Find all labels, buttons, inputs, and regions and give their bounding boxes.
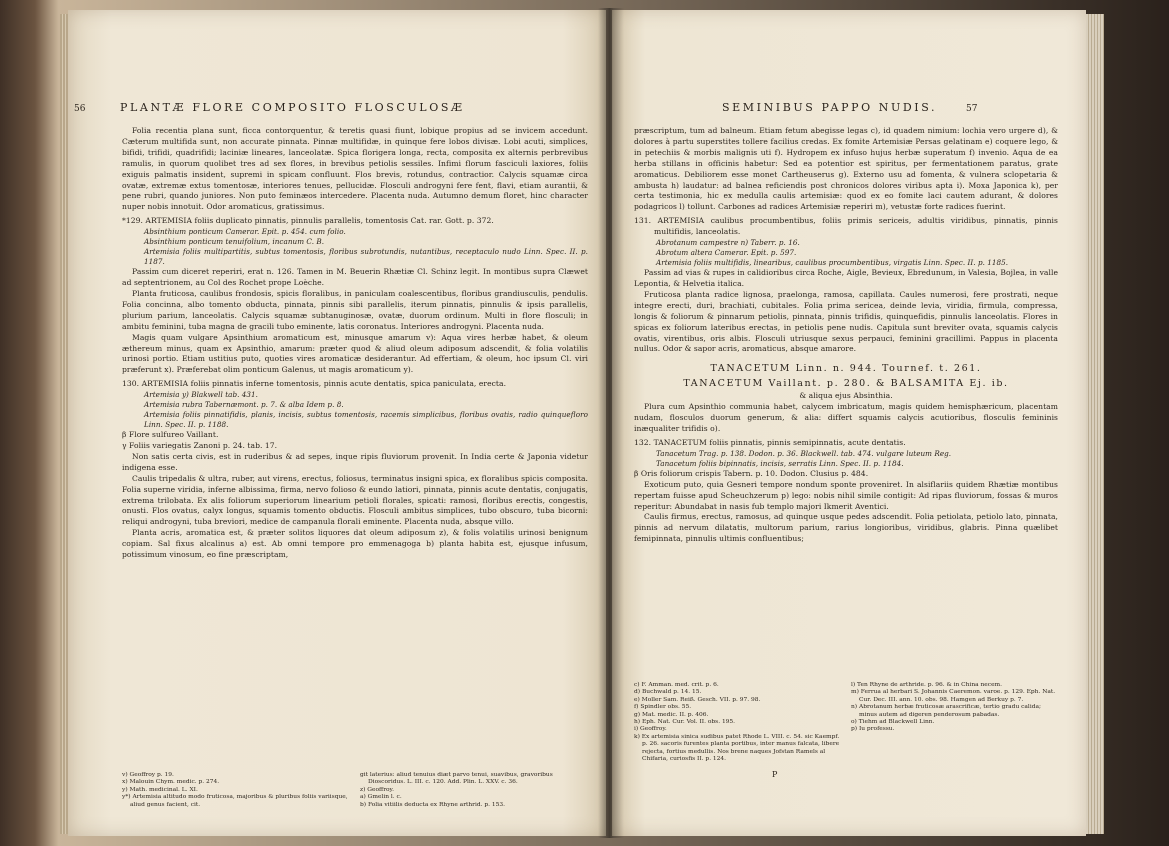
paragraph: Caulis firmus, erectus, ramosus, ad quinque usque pedes adscendit. Folia petiolata, petiolo lato, pinnata, pinnis ad nervum dilatatis, multorum parium, rarius longioribus, viridibus, glabris. Pinna quælibet femipinnata, pinnulis ultimis confluentibus;	[634, 512, 1058, 544]
footnote: k) Ex artemisia sinica sudibus patet Rhode L. VIII. c. 54. sic Kaempf. p. 26. sacoris furentes planta portibus, inter manus falcata, libere rejecta, fortius medullis. Nos brene naques Jofstan Ramels al Chifaria, curiosfis II. p. 124.	[634, 733, 840, 763]
footnote: m) Ferrua al herbari S. Johannis Caeremon. varoe. p. 129. Eph. Nat. Cur. Dec. III. ann. 10. obs. 98. Hamgen ad Berkuy p. 7.	[851, 689, 1056, 703]
synonym: Absinthium ponticum tenuifolium, incanum C. B.	[144, 237, 325, 247]
synonym: Artemisia rubra Tabernæmont. p. 7. & alba Idem p. 8.	[144, 400, 344, 410]
left-body	[122, 126, 588, 561]
paragraph: Passim ad vias & rupes in calidioribus circa Roche, Aigle, Bevieux, Ebredunum, in Valesia, Bojlea, in valle Lepontia, & Helvetia italica.	[634, 268, 1058, 288]
synonym: Tanacetum foliis bipinnatis, incisis, serratis Linn. Spec. II. p. 1184.	[656, 458, 904, 468]
paragraph: Fruticosa planta radice lignosa, praelonga, ramosa, capillata. Caules numerosi, fere prostrati, neque integre erecti, duri, brachiati, cubitales. Folia prima sericea, deinde levia, viridia, firmula, compressa, longis & foliorum & pinnarum petiolis, pinnata, pinnis trifidis, quinquefidis, pinnulis lanceolatis. Flores in spicas ex foliorum lateribus erectas, in petiolis pene nudis. Capitula sunt breviter ovata, squamis calycis ovatis, virentibus, oris albis. Flosculi utriusque sexus perpauci, feminini gracillimi. Pappus in placenta nullus. Odor & sapor acris, aromaticus, absque amarore.	[634, 289, 1058, 354]
paragraph: Plura cum Apsinthio communia habet, calycem imbricatum, magis quidem hemisphæricum, placentam nudam, flosculos duorum generum, & alia: differt squamis calycis acutioribus, flosculis femininis inæqualiter trifidis o).	[634, 402, 1058, 434]
genus-subheading: & aliqua ejus Absinthia.	[799, 391, 893, 401]
footnote: a) Gmelin l. c.	[360, 794, 402, 801]
species-heading: 131. ARTEMISIA caulibus procumbentibus, foliis primis sericeis, adultis viridibus, pinnatis, pinnis multifidis, lanceolatis.	[634, 216, 1058, 237]
footnote: h) Eph. Nat. Cur. Vol. II. obs. 195.	[634, 719, 736, 726]
footnote: f) Spindler obs. 55.	[634, 704, 692, 711]
genus-heading: TANACETUM Vaillant. p. 280. & BALSAMITA Ej. ib.	[683, 378, 1009, 390]
left-page-number: 56	[74, 104, 86, 114]
catchword: P	[772, 770, 778, 779]
paragraph: Passim cum diceret reperiri, erat n. 126. Tamen in M. Beuerin Rhætiæ Cl. Schinz legit. In montibus supra Clæwet ad septentrionem, au Col des Rochet prope Loèche.	[122, 267, 588, 288]
right-footnotes	[634, 682, 1058, 763]
synonym: Artemisia foliis multipartitis, subtus tomentosis, floribus subrotundis, nutantibus, receptaculo nudo Linn. Spec. II. p. 1187.	[144, 247, 588, 267]
footnote: p) Iu professu.	[851, 726, 895, 733]
footnote: o) Tiehm ad Blackwell Linn.	[851, 719, 935, 726]
footnote: g) Mat. medic. II. p. 406.	[634, 711, 709, 718]
variety: β Flore sulfureo Vaillant.	[122, 430, 219, 440]
right-body	[634, 126, 1058, 545]
synonym: Artemisia foliis pinnatifidis, planis, incisis, subtus tomentosis, racemis simplicibus, floribus ovatis, radio quinquefloro Linn. Spec. II. p. 1188.	[144, 410, 588, 430]
paragraph: Caulis tripedalis & ultra, ruber, aut virens, erectus, foliosus, terminatus insigni spica, ex floralibus spicis composita. Folia superne viridia, inferne albissima, firma, nervo folioso & eundo latiori, pinnata, pinnis acute dentatis, conjugatis, extrema trilobata. Ex alis foliorum superiorum linearium petioli florales, spicati: ramosi, floribus erectis, congestis, onusti. Flos ovatus, calyx longus, squamis tomento obductis. Flosculi ambitus simplices, tubo obscuro, tuba bicorni: reliqui androgyni, tuba breviori, medice de campanula florali eminente. Placenta nuda, absque villo.	[122, 473, 588, 527]
synonym: Tanacetum Trag. p. 138. Dodon. p. 36. Blackwell. tab. 474. vulgare luteum Reg.	[656, 448, 952, 458]
synonym: Artemisia foliis multifidis, linearibus, caulibus procumbentibus, virgatis Linn. Spec. II. p. 1185.	[656, 258, 1009, 268]
right-page-edges	[1086, 14, 1104, 834]
footnote: l) Ten Rhyne de arthride. p. 96. & in China necem.	[851, 682, 1003, 688]
footnote: y*) Artemisia altitudo modo fruticosa, majoribus & pluribus foliis variisque, aliud genus facient, cit.	[122, 794, 348, 808]
paragraph: præscriptum, tum ad balneum. Etiam fetum abegisse legas c), id quadem nimium: lochia vero urgere d), & dolores à partu superstites tollere facilius credas. Ex fomite Artemisiæ Persas gelatinam e) coquere lego, & in petechiis & morbis malignis uti f). Hydropem ex infuso hujus herbæ superatum f) invenio. Aqua de ea herba stillans in officinis habetur: Sed ea potentior est spiritus, per fermentationem paratus, grate aromaticus. Debiliorem esse monet Cartheuserus g). Externo usu ad fomenta, & vulnera sclopetaria & ambusta h) laudatur: ad balnea reficiendis post chronicos dolores viribus apta i). Moxa Japonica k), per certa testimonia, hic ex medulla caulis artemisiæ: quod ex eo fomite laci cautem adurant, & dolores podagricos l) tollunt. Carbones ad radices Artemisiæ reperiri m), vetustæ forte radices fuerint.	[634, 126, 1058, 212]
paragraph: Planta fruticosa, caulibus frondosis, spicis floralibus, in paniculam coalescentibus, floribus grandiusculis, pendulis. Folia concinna, albo tomento obducta, pinnata, pinnis sibi parallelis, iterum pinnatis, pinnulis & ipsis parallelis, plurium parium, lanceolatis. Calycis squamæ subtanuginosæ, ovatæ, duorum ordinum. Multi in flore flosculi; in ambitu feminini, tuba magna de gracili tubo eminente, latis coronatus. Interiores androgyni. Placenta nuda.	[122, 288, 588, 331]
left-running-head: PLANTÆ FLORE COMPOSITO FLOSCULOSÆ	[120, 101, 465, 114]
footnote: c) F. Amman. med. crit. p. 6.	[634, 682, 719, 688]
footnote: n) Abrotanum herbæ fruticosæ arascrificæ, tertio gradu calida; minus autem ad digeren penderosum pabadas.	[851, 704, 1041, 718]
left-page	[68, 10, 606, 836]
species-heading: *129. ARTEMISIA foliis duplicato pinnatis, pinnulis parallelis, tomentosis Cat. rar. Gott. p. 372.	[122, 216, 494, 226]
footnote: d) Buchwald p. 14. 15.	[634, 689, 702, 696]
genus-heading: TANACETUM Linn. n. 944. Tournef. t. 261.	[710, 363, 982, 375]
left-footnotes	[122, 772, 588, 809]
right-page	[612, 10, 1086, 836]
footnote: b) Folia vitiilis deducta ex Rhyne arthrid. p. 153.	[360, 801, 506, 808]
footnote: v) Geoffroy p. 19.	[122, 772, 174, 778]
footnote: e) Moller Sam. Reiß. Gesch. VII. p. 97. 98.	[634, 696, 761, 703]
variety: γ Foliis variegatis Zanoni p. 24. tab. 17.	[122, 441, 278, 451]
species-heading: 132. TANACETUM foliis pinnatis, pinnis semipinnatis, acute dentatis.	[634, 437, 906, 447]
paragraph: Planta acris, aromatica est, & præter solitos liquores dat oleum adiposum z), & folis volatilis urinosi benignum copiam. Sal fixus alcalinus a) est. Ab omni tempore pro emmenagoga b) planta habita est, ejusque infusum, potissimum vinosum, eo fine præscriptam,	[122, 528, 588, 560]
paragraph: Exoticum puto, quia Gesneri tempore nondum sponte proveniret. In alsiflariis quidem Rhætiæ montibus repertam fuisse apud Scheuchzerum p) lego: nobis nihil simile contigit: Ad ripas fluviorum, fossas & muros reperitur: Abundabat in nasis fub templo majori Ikmerit Aventici.	[634, 479, 1058, 511]
footnote: i) Geoffroy.	[634, 726, 667, 733]
book-gutter	[598, 8, 624, 838]
paragraph: Non satis certa civis, est in ruderibus & ad sepes, inque ripis fluviorum provenit. In India certe & Japonia videtur indigena esse.	[122, 451, 588, 472]
synonym: Abrotum altera Camerar. Epit. p. 597.	[656, 248, 797, 258]
synonym: Abrotanum campestre n) Taberr. p. 16.	[656, 238, 800, 248]
paragraph: Magis quam vulgare Apsinthium aromaticum est, minusque amarum v): Aqua vires herbæ habet, & oleum æthereum minus, quam ex Apsinthio, amarum: præter quod & aliud oleum adiposum adscendit, & folia volatilis urinosi portio. Etiam ustitius puto, quoties vires aromaticæ desiderantur. Ad effertiam, & oleum, hoc ipsum Cl. viri præferunt x). Præferebat olim ponticum Galenus, ut magis aromaticum y).	[122, 332, 588, 375]
footnote: y) Math. medicinal. L. XI.	[122, 786, 198, 793]
footnote: git laterius: aliud tenuius diæt parvo tenui, suavibus, gravoribus Dioscoridus. L. III. c. 120. Add. Plin. L. XXV. c. 36.	[360, 772, 553, 786]
paragraph: Folia recentia plana sunt, ficca contorquentur, & teretis quasi fiunt, lobique propius ad se invicem accedunt. Cæterum multifida sunt, non accurate pinnata. Pinnæ multifidæ, in quinque fere lobos divisæ. Lobi acuti, simplices, bifidi, trifidi, quadrifidi; laciniæ lineares, lanceolatæ. Spica florigera longa, recta, composita ex alternis perbrevibus ramulis, in quorum quolibet tres ad sex flores, in brevibus petiolis sessiles. Infimi florum fasciculi laxiores, foliis exiguis palmatis insident, supremi in spicam confluunt. Flos brevis, rotundus, contractior. Calycis squamæ circa ovatæ, extremæ extus tomentosæ, interiores tenues, pellucidæ. Flosculi androgyni fere fent, flavi, etiam aurantii, & pene rubri, quando juniores. Non puto feminæos intercedere. Placenta nuda. Autumno demum floret, hinc character nuper nobis innotuit. Odor aromaticus, gratissimus.	[122, 126, 588, 212]
species-heading: 130. ARTEMISIA foliis pinnatis inferne tomentosis, pinnis acute dentatis, spica paniculata, erecta.	[122, 379, 507, 389]
synonym: Absinthium ponticum Camerar. Epit. p. 454. cum folio.	[144, 227, 346, 237]
right-running-head: SEMINIBUS PAPPO NUDIS.	[722, 101, 938, 114]
synonym: Artemisia y) Blakwell tab. 431.	[144, 390, 258, 400]
footnote: z) Geoffroy.	[360, 786, 394, 793]
variety: β Oris foliorum crispis Tabern. p. 10. Dodon. Clusius p. 484.	[634, 468, 869, 478]
footnote: x) Malouin Chym. medic. p. 274.	[122, 779, 220, 786]
right-page-number: 57	[966, 104, 978, 114]
